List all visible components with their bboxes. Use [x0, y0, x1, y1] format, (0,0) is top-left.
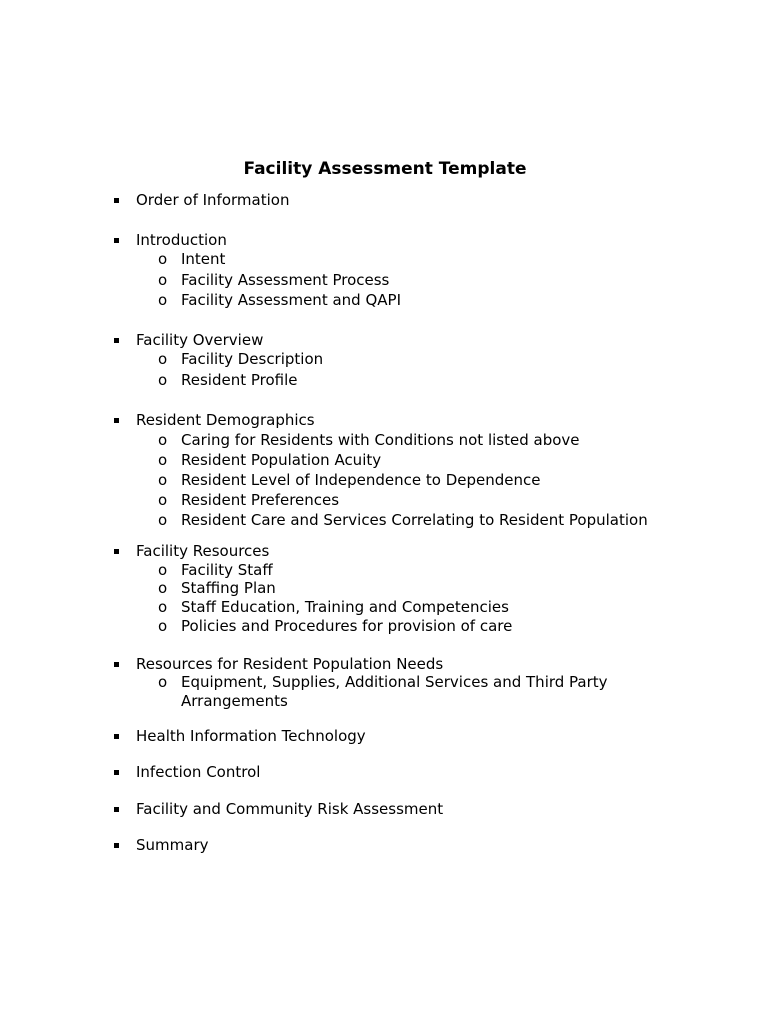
sub-list-item-label: Staffing Plan — [181, 579, 276, 597]
list-item-label: Health Information Technology — [136, 727, 366, 745]
sub-list-item — [158, 371, 298, 390]
list-item-label: Resident Demographics — [136, 411, 315, 429]
sub-list-item — [158, 291, 401, 310]
list-item — [136, 542, 269, 561]
square-bullet-icon — [114, 549, 119, 554]
sub-list-item — [158, 431, 580, 450]
sub-list-item-label: Resident Level of Independence to Dependence — [181, 471, 541, 489]
sub-list-item — [158, 579, 276, 598]
list-item — [136, 191, 289, 210]
circle-bullet-icon: o — [158, 271, 168, 289]
list-item — [136, 231, 227, 250]
list-item-label: Infection Control — [136, 763, 261, 781]
document-title: Facility Assessment Template — [243, 159, 527, 179]
sub-list-item-label: Facility Staff — [181, 561, 273, 579]
sub-list-item — [158, 617, 513, 636]
list-item-label: Facility Overview — [136, 331, 264, 349]
sub-list-item — [158, 271, 390, 290]
sub-list-item-label: Resident Preferences — [181, 491, 340, 509]
sub-list-item-label: Resident Care and Services Correlating to Resident Population — [181, 511, 648, 529]
list-item — [136, 763, 260, 782]
square-bullet-icon — [114, 238, 119, 243]
sub-list-item — [158, 491, 340, 510]
list-item — [136, 331, 263, 350]
sub-list-item-label: Caring for Residents with Conditions not listed above — [181, 431, 580, 449]
sub-list-item-label: Resident Profile — [181, 371, 298, 389]
circle-bullet-icon: o — [158, 431, 168, 449]
circle-bullet-icon: o — [158, 561, 168, 579]
sub-list-item-label: Staff Education, Training and Competencies — [181, 598, 509, 616]
list-item — [136, 836, 209, 855]
circle-bullet-icon: o — [158, 598, 168, 616]
sub-list-item-label: Facility Assessment and QAPI — [181, 291, 401, 309]
circle-bullet-icon: o — [158, 350, 168, 368]
circle-bullet-icon: o — [158, 291, 168, 309]
square-bullet-icon — [114, 198, 119, 203]
circle-bullet-icon: o — [158, 471, 168, 489]
list-item-label: Order of Information — [136, 191, 290, 209]
sub-list-item — [158, 511, 648, 530]
sub-list-item-label: Resident Population Acuity — [181, 451, 382, 469]
square-bullet-icon — [114, 843, 119, 848]
list-item — [136, 411, 315, 430]
sub-list-item — [158, 250, 226, 269]
sub-list-item-label: Policies and Procedures for provision of care — [181, 617, 513, 635]
sub-list-item — [158, 350, 324, 369]
sub-list-item-label: Intent — [181, 250, 226, 268]
sub-list-item-label: Facility Assessment Process — [181, 271, 390, 289]
list-item-label: Facility and Community Risk Assessment — [136, 800, 444, 818]
sub-list-item — [158, 598, 509, 617]
circle-bullet-icon: o — [158, 491, 168, 509]
circle-bullet-icon: o — [158, 511, 168, 529]
list-item — [136, 727, 366, 746]
list-item-label: Resources for Resident Population Needs — [136, 655, 444, 673]
square-bullet-icon — [114, 662, 119, 667]
sub-list-item-label: Equipment, Supplies, Additional Services and Third Party Arrangements — [181, 673, 608, 710]
sub-list-item-label: Facility Description — [181, 350, 324, 368]
list-item-label: Summary — [136, 836, 209, 854]
sub-list-item — [158, 451, 382, 470]
circle-bullet-icon: o — [158, 673, 168, 691]
list-item-label: Facility Resources — [136, 542, 270, 560]
square-bullet-icon — [114, 418, 119, 423]
sub-list-item — [158, 471, 541, 490]
square-bullet-icon — [114, 807, 119, 812]
sub-list-item — [158, 561, 273, 580]
circle-bullet-icon: o — [158, 579, 168, 597]
circle-bullet-icon: o — [158, 250, 168, 268]
square-bullet-icon — [114, 734, 119, 739]
list-item — [136, 800, 443, 819]
square-bullet-icon — [114, 770, 119, 775]
list-item-label: Introduction — [136, 231, 227, 249]
list-item — [136, 655, 443, 674]
circle-bullet-icon: o — [158, 371, 168, 389]
circle-bullet-icon: o — [158, 617, 168, 635]
square-bullet-icon — [114, 338, 119, 343]
sub-list-item — [158, 673, 651, 711]
circle-bullet-icon: o — [158, 451, 168, 469]
